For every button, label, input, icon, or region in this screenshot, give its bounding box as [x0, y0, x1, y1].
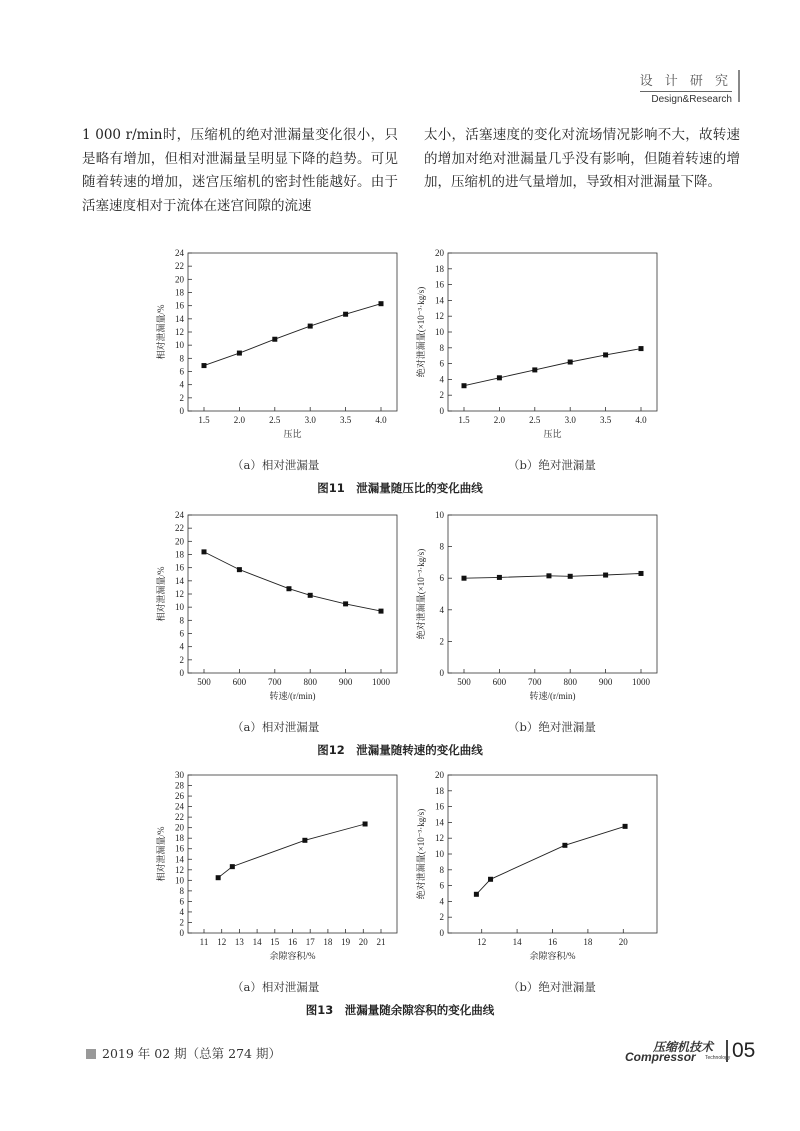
data-point: [568, 574, 573, 579]
x-tick-label: 800: [303, 677, 317, 687]
y-tick-label: 6: [439, 573, 444, 584]
y-axis-label: 绝对泄漏量(×10⁻³·kg/s): [416, 286, 426, 378]
y-tick-label: 6: [439, 358, 444, 369]
data-point: [216, 875, 221, 880]
y-tick-label: 20: [175, 274, 184, 285]
x-tick-label: 14: [252, 937, 262, 947]
y-tick-label: 2: [439, 390, 444, 401]
caption-13a: （a）相对泄漏量: [232, 980, 320, 994]
x-tick-label: 600: [232, 677, 247, 687]
data-point: [230, 864, 235, 869]
series-line: [464, 349, 641, 386]
y-tick-label: 6: [439, 880, 444, 891]
y-tick-label: 20: [175, 822, 184, 833]
x-tick-label: 900: [338, 677, 353, 687]
x-tick-label: 1.5: [198, 415, 210, 425]
body-text-right: 太小，活塞速度的变化对流场情况影响不大，故转速的增加对绝对泄漏量几乎没有影响，但随着转速的增加，压缩机的进气量增加，导致相对泄漏量下降。: [424, 127, 740, 190]
y-tick-label: 6: [179, 896, 184, 907]
data-point: [497, 375, 502, 380]
caption-11a: （a）相对泄漏量: [232, 458, 320, 472]
header-title: 设 计 研 究: [639, 74, 732, 89]
x-tick-label: 21: [376, 937, 386, 947]
y-tick-label: 30: [175, 770, 184, 780]
x-tick-label: 1000: [372, 677, 390, 687]
y-tick-label: 10: [175, 602, 184, 613]
y-tick-label: 8: [439, 864, 444, 875]
y-tick-label: 18: [435, 263, 444, 274]
y-tick-label: 26: [175, 791, 184, 802]
data-point: [363, 821, 368, 826]
data-point: [532, 367, 537, 372]
x-tick-label: 19: [341, 937, 351, 947]
y-tick-label: 8: [179, 353, 184, 364]
y-tick-label: 0: [439, 928, 444, 938]
y-tick-label: 16: [175, 562, 184, 573]
logo-tech-text: Technology: [705, 1055, 731, 1061]
x-tick-label: 16: [288, 937, 297, 947]
caption-13b: （b）绝对泄漏量: [508, 980, 596, 994]
y-tick-label: 2: [179, 917, 184, 928]
y-tick-label: 0: [179, 668, 184, 678]
x-tick-label: 2.0: [493, 415, 506, 425]
x-tick-label: 2.5: [269, 415, 281, 425]
y-tick-label: 8: [439, 342, 444, 353]
y-tick-label: 10: [435, 510, 444, 520]
chart-axes: [415, 770, 657, 961]
data-point: [379, 301, 384, 306]
y-tick-label: 14: [175, 313, 184, 324]
x-tick-label: 1000: [632, 677, 650, 687]
y-tick-label: 18: [435, 785, 444, 796]
running-header: [640, 70, 732, 105]
y-axis-label: 相对泄漏量/%: [156, 304, 166, 360]
x-tick-label: 3.5: [339, 415, 352, 425]
caption-12b: （b）绝对泄漏量: [508, 720, 596, 734]
chart-11a: [150, 243, 415, 453]
logo-en-text: Compressor: [625, 1050, 696, 1064]
y-tick-label: 16: [435, 279, 444, 290]
y-tick-label: 14: [435, 817, 444, 828]
y-tick-label: 12: [435, 833, 444, 844]
x-axis-label: 压比: [283, 429, 302, 439]
y-tick-label: 0: [179, 406, 184, 416]
chart-12a: [150, 505, 415, 715]
y-tick-label: 2: [179, 392, 184, 403]
y-tick-label: 2: [439, 636, 444, 647]
x-tick-label: 12: [217, 937, 227, 947]
series-line: [218, 824, 365, 878]
y-axis-label: 绝对泄漏量(×10⁻³·kg/s): [416, 808, 426, 900]
y-tick-label: 14: [175, 575, 184, 586]
x-tick-label: 3.5: [599, 415, 612, 425]
data-point: [286, 586, 291, 591]
y-axis-label: 相对泄漏量/%: [156, 566, 166, 622]
x-axis-label: 压比: [543, 429, 562, 439]
x-tick-label: 700: [528, 677, 542, 687]
logo-cn-text: 压缩机技术: [653, 1040, 714, 1054]
data-point: [546, 573, 551, 578]
y-tick-label: 2: [439, 912, 444, 923]
y-tick-label: 6: [179, 366, 184, 377]
plot-frame: [448, 253, 657, 411]
x-tick-label: 600: [492, 677, 507, 687]
data-point: [488, 877, 493, 882]
x-tick-label: 2.5: [529, 415, 541, 425]
data-point: [272, 337, 277, 342]
y-tick-label: 4: [439, 896, 444, 907]
y-tick-label: 18: [175, 287, 184, 298]
y-tick-label: 18: [175, 833, 184, 844]
x-tick-label: 4.0: [375, 415, 387, 425]
y-tick-label: 12: [435, 311, 444, 322]
series-line: [204, 304, 381, 366]
figure-12-caption: 图12 泄漏量随转速的变化曲线: [317, 743, 483, 757]
data-point: [474, 892, 479, 897]
data-point: [343, 312, 348, 317]
y-tick-label: 4: [439, 604, 444, 615]
x-tick-label: 12: [477, 937, 487, 947]
x-tick-label: 20: [618, 937, 628, 947]
chart-12b: [410, 505, 675, 715]
y-tick-label: 12: [175, 864, 184, 875]
data-point: [237, 567, 242, 572]
x-tick-label: 16: [548, 937, 557, 947]
y-tick-label: 0: [179, 928, 184, 938]
y-tick-label: 24: [175, 801, 184, 812]
y-tick-label: 24: [175, 510, 184, 520]
y-tick-label: 10: [435, 327, 444, 337]
y-tick-label: 24: [175, 248, 184, 258]
y-tick-label: 12: [175, 589, 184, 599]
data-point: [237, 351, 242, 356]
data-point: [462, 383, 467, 388]
figure-11-caption: 图11 泄漏量随压比的变化曲线: [317, 481, 483, 495]
y-tick-label: 16: [175, 843, 184, 854]
data-point: [497, 575, 502, 580]
series-line: [464, 574, 641, 579]
y-tick-label: 0: [439, 406, 444, 416]
y-tick-label: 16: [435, 801, 444, 812]
x-tick-label: 3.0: [564, 415, 576, 425]
x-tick-label: 500: [457, 677, 471, 687]
y-tick-label: 22: [175, 812, 184, 823]
chart-13a: [150, 765, 415, 975]
x-tick-label: 700: [268, 677, 282, 687]
caption-12a: （a）相对泄漏量: [232, 720, 320, 734]
data-point: [623, 824, 628, 829]
y-tick-label: 2: [179, 654, 184, 665]
plot-frame: [188, 775, 397, 933]
journal-logo: [625, 1038, 731, 1064]
y-tick-label: 14: [175, 854, 184, 865]
series-line: [476, 826, 625, 894]
x-tick-label: 14: [512, 937, 522, 947]
y-tick-label: 10: [175, 875, 184, 886]
chart-11b: [410, 243, 675, 453]
data-point: [308, 324, 313, 329]
body-text-left: 1 000 r/min时，压缩机的绝对泄漏量变化很小，只是略有增加，但相对泄漏量呈明显下降的趋势。可见随着转速的增加，迷宫压缩机的密封性能越好。由于活塞速度相对于流体在迷宫间隙的流速: [82, 127, 398, 214]
figure-13-caption: 图13 泄漏量随余隙容积的变化曲线: [305, 1003, 495, 1017]
caption-11b: （b）绝对泄漏量: [508, 458, 596, 472]
y-tick-label: 8: [439, 541, 444, 552]
x-tick-label: 11: [199, 937, 209, 947]
y-tick-label: 14: [435, 295, 444, 306]
data-point: [202, 363, 207, 368]
chart-axes: [415, 248, 657, 439]
data-point: [568, 360, 573, 365]
y-tick-label: 20: [175, 536, 184, 547]
chart-axes: [155, 248, 397, 439]
y-tick-label: 28: [175, 780, 184, 791]
y-tick-label: 10: [435, 849, 444, 859]
y-tick-label: 22: [175, 523, 184, 534]
data-point: [343, 601, 348, 606]
x-tick-label: 18: [583, 937, 593, 947]
y-tick-label: 0: [439, 668, 444, 678]
series-line: [204, 552, 381, 611]
chart-axes: [155, 510, 397, 701]
x-tick-label: 900: [598, 677, 613, 687]
y-tick-label: 18: [175, 549, 184, 560]
x-tick-label: 20: [358, 937, 368, 947]
y-tick-label: 4: [179, 379, 184, 390]
data-point: [302, 838, 307, 843]
y-tick-label: 4: [179, 641, 184, 652]
x-tick-label: 15: [270, 937, 280, 947]
x-tick-label: 800: [563, 677, 577, 687]
plot-frame: [448, 515, 657, 673]
y-tick-label: 16: [175, 300, 184, 311]
data-point: [603, 573, 608, 578]
header-bar: [738, 70, 740, 102]
x-tick-label: 2.0: [233, 415, 246, 425]
x-axis-label: 转速/(r/min): [269, 691, 316, 701]
plot-frame: [448, 775, 657, 933]
y-tick-label: 22: [175, 261, 184, 272]
plot-frame: [188, 253, 397, 411]
chart-axes: [415, 510, 657, 701]
x-tick-label: 13: [234, 937, 244, 947]
y-tick-label: 12: [175, 327, 184, 337]
footer-issue-text: 2019 年 02 期（总第 274 期）: [102, 1046, 281, 1061]
y-tick-label: 20: [435, 770, 444, 780]
chart-13b: [410, 765, 675, 975]
page-number: 05: [726, 1040, 755, 1062]
data-point: [379, 609, 384, 614]
x-tick-label: 3.0: [304, 415, 316, 425]
chart-axes: [155, 770, 397, 961]
y-tick-label: 8: [179, 615, 184, 626]
footer-square-icon: [86, 1049, 96, 1059]
y-tick-label: 8: [179, 885, 184, 896]
y-tick-label: 6: [179, 628, 184, 639]
y-tick-label: 4: [179, 906, 184, 917]
data-point: [202, 549, 207, 554]
y-tick-label: 10: [175, 340, 184, 351]
plot-frame: [188, 515, 397, 673]
y-tick-label: 4: [439, 374, 444, 385]
data-point: [462, 576, 467, 581]
x-tick-label: 17: [305, 937, 315, 947]
x-tick-label: 1.5: [458, 415, 470, 425]
x-tick-label: 4.0: [635, 415, 647, 425]
x-axis-label: 转速/(r/min): [529, 691, 576, 701]
y-tick-label: 20: [435, 248, 444, 258]
data-point: [308, 593, 313, 598]
data-point: [562, 843, 567, 848]
footer-issue: [86, 1044, 281, 1062]
y-axis-label: 绝对泄漏量(×10⁻³·kg/s): [416, 548, 426, 640]
x-tick-label: 500: [197, 677, 211, 687]
x-tick-label: 18: [323, 937, 333, 947]
data-point: [639, 571, 644, 576]
data-point: [639, 346, 644, 351]
header-subtitle: Design&Research: [640, 91, 732, 105]
x-axis-label: 余隙容积/%: [269, 951, 316, 961]
x-axis-label: 余隙容积/%: [529, 951, 576, 961]
data-point: [603, 352, 608, 357]
y-axis-label: 相对泄漏量/%: [156, 826, 166, 882]
